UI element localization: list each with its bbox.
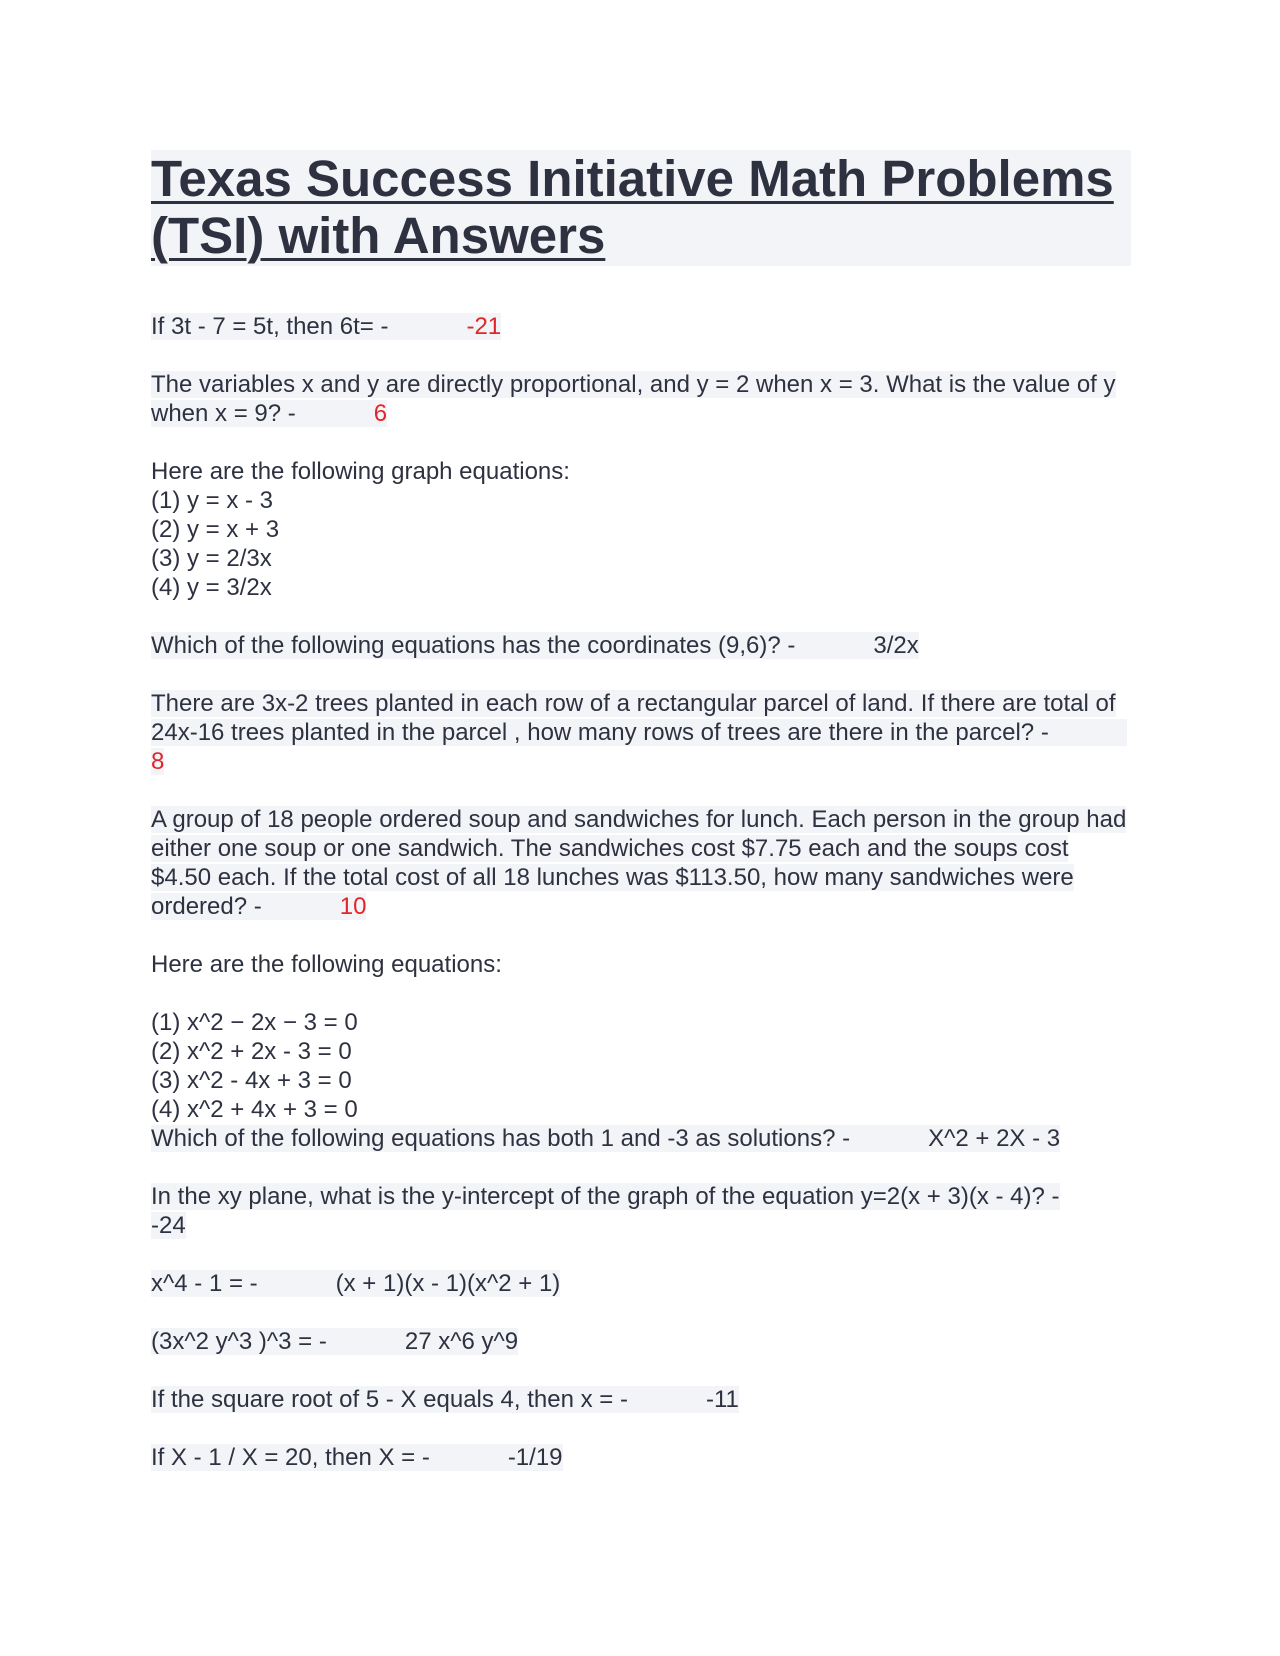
question-10 <box>151 1385 1131 1414</box>
answer: X^2 + 2X - 3 <box>928 1125 1061 1152</box>
answer: 10 <box>339 893 367 920</box>
question-3 <box>151 631 1131 660</box>
answer: -21 <box>466 313 502 340</box>
question-11 <box>151 1443 1131 1472</box>
question-1 <box>151 312 1131 341</box>
question-2 <box>151 370 1131 428</box>
list-item: (2) x^2 + 2x - 3 = 0 <box>151 1038 352 1065</box>
question-8 <box>151 1269 1131 1298</box>
question-6-intro <box>151 950 1131 979</box>
question-text: There are 3x-2 trees planted in each row of a rectangular parcel of land. If there are total of 24x-16 trees planted in the parcel , how many rows of trees are there in the parcel? - <box>151 690 1116 746</box>
question-7 <box>151 1182 1131 1240</box>
question-9 <box>151 1327 1131 1356</box>
list-item: (4) x^2 + 4x + 3 = 0 <box>151 1096 358 1123</box>
question-text: The variables x and y are directly proportional, and y = 2 when x = 3. What is the value of y when x = 9? - <box>151 371 1116 427</box>
question-4 <box>151 689 1131 776</box>
answer: 6 <box>373 400 388 427</box>
list-item: (4) y = 3/2x <box>151 574 272 601</box>
answer: 3/2x <box>873 632 919 659</box>
list-item: (3) y = 2/3x <box>151 545 272 572</box>
list-item: (3) x^2 - 4x + 3 = 0 <box>151 1067 352 1094</box>
intro-text: Here are the following equations: <box>151 951 502 978</box>
title-line-1: Texas Success Initiative Math Problems <box>151 150 1114 207</box>
question-text: If X - 1 / X = 20, then X = - <box>151 1444 430 1471</box>
list-item: (1) y = x - 3 <box>151 487 274 514</box>
list-item: (2) y = x + 3 <box>151 516 280 543</box>
question-text: If 3t - 7 = 5t, then 6t= - <box>151 313 389 340</box>
question-text: (3x^2 y^3 )^3 = - <box>151 1328 327 1355</box>
answer: -24 <box>151 1212 186 1239</box>
answer: (x + 1)(x - 1)(x^2 + 1) <box>335 1270 561 1297</box>
question-text: In the xy plane, what is the y-intercept of the graph of the equation y=2(x + 3)(x - 4)? - <box>151 1183 1060 1210</box>
answer: 8 <box>151 748 165 775</box>
question-text: x^4 - 1 = - <box>151 1270 258 1297</box>
title-line-2: (TSI) with Answers <box>151 207 606 264</box>
intro-text: Here are the following graph equations: <box>151 458 570 485</box>
answer: -1/19 <box>507 1444 563 1471</box>
question-3-intro <box>151 457 1131 602</box>
answer: -11 <box>705 1386 739 1413</box>
list-item: (1) x^2 − 2x − 3 = 0 <box>151 1009 358 1036</box>
question-text: Which of the following equations has both 1 and -3 as solutions? - <box>151 1125 851 1152</box>
question-6 <box>151 1008 1131 1153</box>
question-text: A group of 18 people ordered soup and sandwiches for lunch. Each person in the group had either one soup or one sandwich. The sandwiches cost $7.75 each and the soups cost $4.50 each. If the total cost of all 18 lunches was $113.50, how many sandwiches were ordered? - <box>151 806 1127 920</box>
question-text: Which of the following equations has the coordinates (9,6)? - <box>151 632 796 659</box>
answer: 27 x^6 y^9 <box>404 1328 519 1355</box>
document-page <box>151 150 1131 1501</box>
question-text: If the square root of 5 - X equals 4, then x = - <box>151 1386 628 1413</box>
document-title <box>151 150 1131 266</box>
question-5 <box>151 805 1131 921</box>
